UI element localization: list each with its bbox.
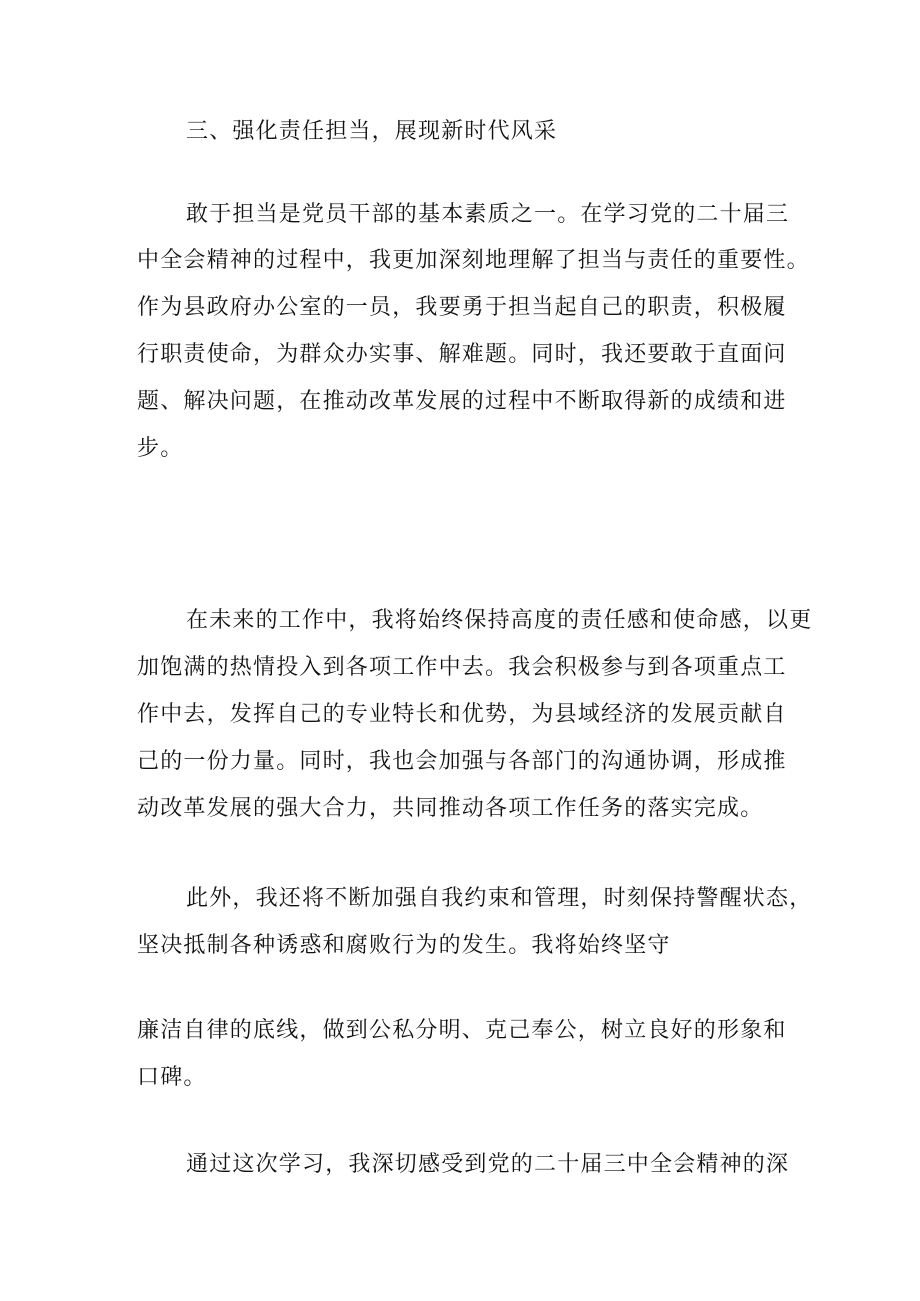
paragraph-2-line-3: 作中去，发挥自己的专业特长和优势，为县域经济的发展贡献自 [137, 702, 787, 727]
section-heading: 三、强化责任担当，展现新时代风采 [186, 119, 558, 144]
paragraph-1-line-2: 中全会精神的过程中，我更加深刻地理解了担当与责任的重要性。 [137, 248, 810, 273]
paragraph-4-line-2: 口碑。 [137, 1065, 207, 1090]
paragraph-1-line-1: 敢于担当是党员干部的基本素质之一。在学习党的二十届三 [186, 202, 790, 227]
paragraph-1-line-5: 题、解决问题，在推动改革发展的过程中不断取得新的成绩和进 [137, 389, 787, 414]
paragraph-2-line-2: 加饱满的热情投入到各项工作中去。我会积极参与到各项重点工 [137, 655, 787, 680]
paragraph-5-line-1: 通过这次学习，我深切感受到党的二十届三中全会精神的深 [186, 1152, 790, 1177]
paragraph-2-line-5: 动改革发展的强大合力，共同推动各项工作任务的落实完成。 [137, 796, 764, 821]
paragraph-1-line-4: 行职责使命，为群众办实事、解难题。同时，我还要敢于直面问 [137, 342, 787, 367]
paragraph-4-line-1: 廉洁自律的底线，做到公私分明、克己奉公，树立良好的形象和 [137, 1018, 787, 1043]
paragraph-2-line-4: 己的一份力量。同时，我也会加强与各部门的沟通协调，形成推 [137, 749, 787, 774]
paragraph-2-line-1: 在未来的工作中，我将始终保持高度的责任感和使命感，以更 [186, 608, 813, 633]
paragraph-3-line-2: 坚决抵制各种诱惑和腐败行为的发生。我将始终坚守 [137, 933, 671, 958]
paragraph-1-line-3: 作为县政府办公室的一员，我要勇于担当起自己的职责，积极履 [137, 295, 787, 320]
paragraph-1-line-6: 步。 [137, 436, 184, 461]
paragraph-3-line-1: 此外，我还将不断加强自我约束和管理，时刻保持警醒状态， [186, 886, 813, 911]
